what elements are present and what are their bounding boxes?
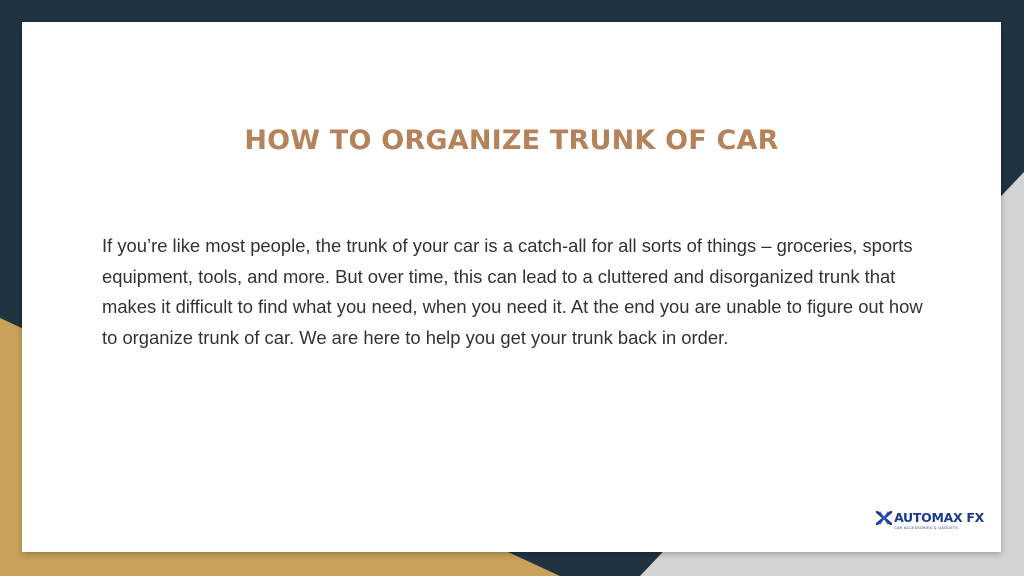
slide-title: HOW TO ORGANIZE TRUNK OF CAR <box>244 125 779 156</box>
logo-name: AUTOMAX FX <box>894 509 984 525</box>
body-paragraph: If you’re like most people, the trunk of your car is a catch-all for all sorts of things – groceries, sports equipment, tools, and more. But over time, this can lead to a cluttered and disorganized trunk that makes it difficult to find what you need, when you need it. At the end you are unable to figure out how to organize trunk of car. We are here to help you get your trunk back in order. <box>102 235 923 348</box>
crossed-wrenches-icon <box>876 511 892 525</box>
brand-logo <box>875 472 985 568</box>
content-card <box>22 22 1001 552</box>
logo-tagline: CAR ACCESSORIES & GADGETS <box>894 525 958 530</box>
